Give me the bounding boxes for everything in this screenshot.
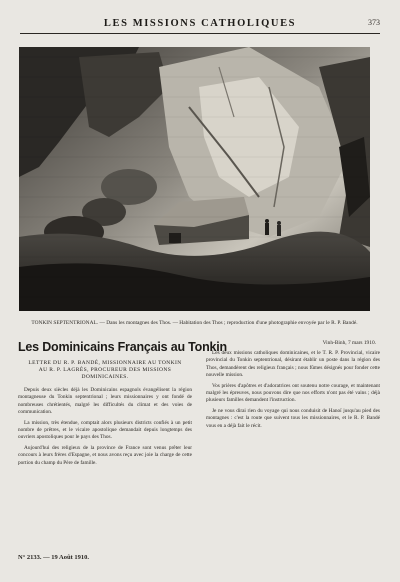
right-column [206, 340, 380, 433]
article-byline: LETTRE DU R. P. BANDÉ, MISSIONNAIRE AU TONKIN AU R. P. LAGRÈS, PROCUREUR DES MISSIONS DOMINICAINES. [28, 360, 182, 380]
paragraph: Les deux missions catholiques dominicaines, et le T. R. P. Provincial, vicaire provincial du Tonkin septentrional, désirant établir un poste dans la région des Thos, demandèrent des religieux français ; nous fûmes désignés pour fonder cette nouvelle mission. [206, 350, 380, 379]
photograph [19, 47, 370, 311]
article-title: Les Dominicains Français au Tonkin [18, 340, 227, 354]
paragraph: Aujourd'hui des religieux de la province de France sont venus prêter leur concours à leurs frères d'Espagne, et nous avons reçu avec joie la charge de cette portion du champ du Père de famille. [18, 444, 192, 466]
issue-footer: N° 2133. — 19 Août 1910. [18, 554, 90, 561]
dateline: Vinh-Binh, 7 mars 1910. [322, 340, 376, 346]
paragraph: Depuis deux siècles déjà les Dominicains espagnols évangélisent la région montagneuse du Tonkin septentrional ; leurs missionnaires y ont fondé de nombreuses chrétientés, malgré les difficultés du climat et des voies de communication. [18, 387, 192, 416]
engraving-photograph-cliff-hut-icon [19, 47, 370, 311]
page-number: 373 [368, 18, 380, 27]
paragraph: La mission, très étendue, comptait alors plusieurs districts confiés à un petit nombre de prêtres, et le vicaire apostolique demandait depuis longtemps des ouvriers apostoliques pour le pays des Thos. [18, 419, 192, 441]
paragraph: Vos prières d'apôtres et d'adoratrices ont soutenu notre courage, et maintenant malgré les épreuves, nous pouvons dire que nos efforts n'ont pas été vains ; déjà plusieurs familles demandent l'instruction. [206, 382, 380, 404]
running-title: LES MISSIONS CATHOLIQUES [103, 18, 297, 29]
left-column [18, 340, 227, 470]
running-head [20, 17, 380, 34]
photo-caption: TONKIN SEPTENTRIONAL. — Dans les montagnes des Thos. — Habitation des Thos ; reproduction d'une photographie envoyée par le R. P. Bandé. [31, 320, 358, 326]
paragraph: Je ne vous dirai rien du voyage qui nous conduisit de Hanoï jusqu'au pied des montagnes : c'est la route que suivent tous les missionnaires, et le R. P. Bandé vous en a déjà fait le récit. [206, 407, 380, 429]
